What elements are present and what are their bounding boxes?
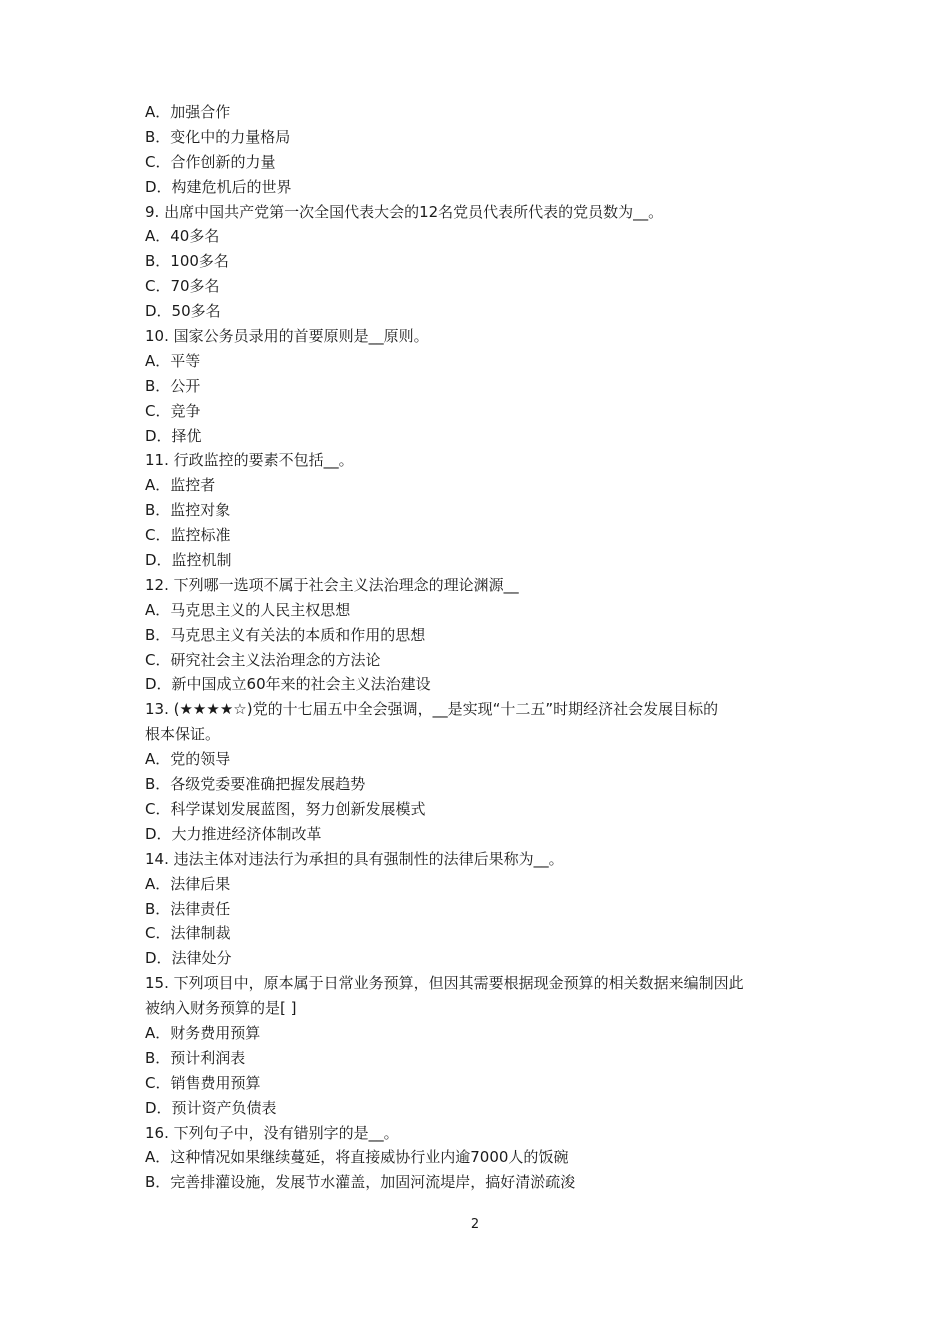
text-line: C．70多名 [145, 277, 220, 296]
text-line: A．法律后果 [145, 874, 231, 893]
text-line: B．监控对象 [145, 501, 231, 520]
text-line: 11. 行政监控的要素不包括__。 [145, 451, 354, 470]
text-line: A．财务费用预算 [145, 1023, 261, 1042]
text-line: C．法律制裁 [145, 924, 231, 943]
text-line: C．合作创新的力量 [145, 152, 276, 171]
text-line: 根本保证。 [145, 725, 221, 744]
text-line: D．构建危机后的世界 [145, 177, 292, 196]
text-line: 被纳入财务预算的是[ ] [145, 999, 297, 1018]
text-line: B．预计利润表 [145, 1048, 246, 1067]
text-line: D．法律处分 [145, 949, 232, 968]
text-line: D．大力推进经济体制改革 [145, 824, 322, 843]
document-body [145, 100, 835, 1195]
text-line: B．变化中的力量格局 [145, 127, 291, 146]
text-line: 14. 违法主体对违法行为承担的具有强制性的法律后果称为__。 [145, 849, 564, 868]
text-line: 16. 下列句子中，没有错别字的是__。 [145, 1123, 399, 1142]
text-line: D．新中国成立60年来的社会主义法治建设 [145, 675, 431, 694]
text-line: A．这种情况如果继续蔓延，将直接威协行业内逾7000人的饭碗 [145, 1148, 569, 1167]
text-line: 9. 出席中国共产党第一次全国代表大会的12名党员代表所代表的党员数为__。 [145, 202, 664, 221]
text-line: D．监控机制 [145, 551, 232, 570]
text-line: B．公开 [145, 376, 201, 395]
text-line: C．竞争 [145, 401, 201, 420]
text-line: 15. 下列项目中，原本属于日常业务预算，但因其需要根据现金预算的相关数据来编制因此 [145, 974, 744, 993]
text-line: 10. 国家公务员录用的首要原则是__原则。 [145, 327, 429, 346]
text-line: C．科学谋划发展蓝图，努力创新发展模式 [145, 799, 426, 818]
text-line: D．预计资产负债表 [145, 1098, 277, 1117]
text-line: 12. 下列哪一选项不属于社会主义法治理念的理论渊源__ [145, 575, 519, 594]
text-line: C．销售费用预算 [145, 1073, 261, 1092]
text-line: B．马克思主义有关法的本质和作用的思想 [145, 625, 426, 644]
text-line: 13. (★★★★☆)党的十七届五中全会强调，__是实现“十二五”时期经济社会发展目标的 [145, 700, 719, 719]
text-line: B．各级党委要准确把握发展趋势 [145, 775, 366, 794]
text-line: A．马克思主义的人民主权思想 [145, 600, 351, 619]
text-line: B．100多名 [145, 252, 229, 271]
text-line: C．监控标准 [145, 526, 231, 545]
text-line: C．研究社会主义法治理念的方法论 [145, 650, 381, 669]
text-line: B．完善排灌设施，发展节水灌盖，加固河流堤岸，搞好清淤疏浚 [145, 1173, 576, 1192]
text-line: D．50多名 [145, 302, 221, 321]
text-line: A．平等 [145, 351, 201, 370]
page-number: 2 [470, 1217, 480, 1232]
text-line: D．择优 [145, 426, 202, 445]
text-line: A．加强合作 [145, 103, 231, 121]
text-line: B．法律责任 [145, 899, 231, 918]
text-line: A．党的领导 [145, 750, 231, 769]
text-line: A．监控者 [145, 476, 216, 495]
text-line: A．40多名 [145, 227, 220, 246]
